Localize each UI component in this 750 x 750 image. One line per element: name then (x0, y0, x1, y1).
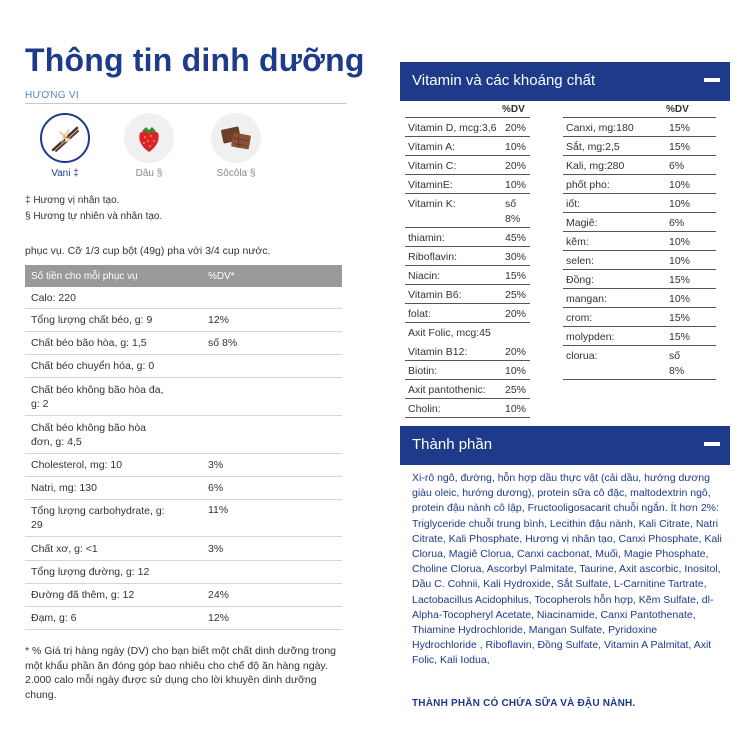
mineral-row (563, 213, 716, 232)
vitamin-dv: 10% (505, 403, 527, 415)
vitamin-name: folat: (408, 308, 431, 320)
nutrient-dv: 6% (208, 482, 224, 494)
vitamin-name: Riboflavin: (408, 251, 458, 263)
vitamin-name: VitaminE: (408, 179, 453, 191)
vitamin-dv: 20% (505, 308, 527, 320)
mineral-row (563, 327, 716, 346)
header-dv: %DV* (208, 270, 235, 282)
flavor-label: HƯƠNG VỊ (25, 90, 79, 101)
mineral-dv: số 8% (669, 350, 685, 377)
vanilla-icon (40, 113, 90, 163)
nutrient-name: Cholesterol, mg: 10 (31, 459, 123, 471)
table-row (25, 416, 342, 454)
vitamin-row (405, 399, 530, 418)
mineral-row (563, 118, 716, 137)
nutrient-name: Chất béo bão hòa, g: 1,5 (31, 337, 147, 349)
strawberry-icon (124, 113, 174, 163)
vitamins-panel-title: Vitamin và các khoáng chất (412, 71, 596, 89)
table-row (25, 355, 342, 378)
flavor-name: Dâu (135, 168, 154, 179)
vitamin-dv: 45% (505, 232, 527, 244)
mineral-name: kẽm: (566, 236, 589, 248)
table-row (25, 500, 342, 537)
vitamin-name: Axit Folic, mcg:45 (408, 327, 491, 339)
nutrient-name: Calo: 220 (31, 291, 76, 304)
table-row (25, 537, 342, 561)
vitamin-name: Vitamin C: (408, 160, 457, 172)
vitamin-name: Niacin: (408, 270, 441, 282)
mineral-row (563, 251, 716, 270)
collapse-icon[interactable] (704, 442, 720, 446)
vitamin-row (405, 194, 530, 228)
vitamin-dv: 10% (505, 365, 527, 377)
vitamin-row (405, 156, 530, 175)
page-title: Thông tin dinh dưỡng (25, 42, 365, 78)
vitamin-dv: 20% (505, 122, 527, 134)
vitamin-row (405, 247, 530, 266)
vitamin-dv: 30% (505, 251, 527, 263)
table-row (25, 287, 342, 309)
mineral-dv: 10% (669, 293, 691, 305)
flavor-vanilla[interactable] (35, 113, 95, 179)
vitamin-row (405, 323, 530, 342)
mineral-name: crom: (566, 312, 593, 324)
nutrient-name: Chất xơ, g: <1 (31, 542, 98, 555)
nutrient-name: Chất béo không bão hòa đơn, g: 4,5 (31, 421, 147, 448)
nutrient-name: Tổng lượng đường, g: 12 (31, 566, 150, 578)
mineral-name: clorua: (566, 350, 598, 362)
vitamin-dv: 20% (505, 346, 527, 358)
mineral-dv: 15% (669, 122, 691, 134)
nutrient-dv: 3% (208, 542, 224, 555)
table-row (25, 607, 342, 630)
mineral-row (563, 194, 716, 213)
vitamin-dv: số 8% (505, 198, 521, 225)
mineral-row (563, 156, 716, 175)
table-row (25, 584, 342, 607)
nutrient-dv: 12% (208, 612, 230, 624)
mineral-dv: 15% (669, 274, 691, 286)
footnote-natural: § Hương tự nhiên và nhân tạo. (25, 211, 163, 222)
vitamin-name: Biotin: (408, 365, 438, 377)
vitamin-dv: 25% (505, 289, 527, 301)
nutrient-name: Chất béo chuyển hóa, g: 0 (31, 360, 155, 372)
mineral-row (563, 270, 716, 289)
flavor-strawberry[interactable] (119, 113, 179, 179)
nutrient-name: Chất béo không bão hòa đa, g: 2 (31, 383, 164, 410)
flavor-mark: ‡ (73, 168, 79, 179)
dv-header: %DV (405, 102, 530, 118)
mineral-dv: 15% (669, 141, 691, 153)
mineral-dv: 10% (669, 179, 691, 191)
mineral-name: Sắt, mg:2,5 (566, 141, 620, 153)
footnote-artificial: ‡ Hương vị nhân tạo. (25, 195, 120, 206)
mineral-dv: 10% (669, 198, 691, 210)
nutrient-dv: 3% (208, 459, 224, 471)
table-row (25, 477, 342, 500)
mineral-row (563, 289, 716, 308)
mineral-dv: 6% (669, 160, 685, 172)
vitamin-name: Vitamin D, mcg:3,6 (408, 122, 497, 134)
vitamin-name: Vitamin B6: (408, 289, 462, 301)
nutrition-table-header (25, 265, 342, 287)
mineral-name: Magiê: (566, 217, 598, 229)
vitamins-panel-header[interactable] (400, 62, 730, 98)
mineral-dv: 15% (669, 312, 691, 324)
mineral-name: molypden: (566, 331, 615, 343)
nutrient-name: Natri, mg: 130 (31, 482, 97, 494)
divider (25, 103, 347, 104)
vitamin-dv: 10% (505, 141, 527, 153)
mineral-row (563, 308, 716, 327)
mineral-name: Kali, mg:280 (566, 160, 625, 172)
vitamin-name: thiamin: (408, 232, 445, 244)
allergy-warning: THÀNH PHẦN CÓ CHỨA SỮA VÀ ĐẬU NÀNH. (412, 698, 636, 709)
mineral-dv: 6% (669, 217, 685, 229)
vitamin-row (405, 361, 530, 380)
nutrient-dv: 12% (208, 314, 230, 326)
ingredients-text: Xi-rô ngô, đường, hỗn hợp dầu thực vật (cải dầu, hướng dương giàu oleic, hướng dương), protein sữa cô đặc, maltodextrin ngô, protein đậu nành cô lập, Fructooligosacarit chuỗi ngắn. Ít hơn 2%: Triglyceride chuỗi trung bình, Lecithin đậu nành, Kali Citrate, Natri Citrate, Kali Phosphate, Hương vị nhân tạo, Canxi Phosphate, Kali Clorua, Magiê Clorua, Canxi cacbonat, Muối, Magie Phosphate, Choline Clorua, Ascorbyl Palmitate, Taurine, Axit ascorbic, Inositol, Dầu C. Cohnii, Kali Hydroxide, Sắt Sulfate, L-Carnitine Tartrate, Lactobacillus Acidophilus, Tocopherols hỗn hợp, Kẽm Sulfate, dl-Alpha-Tocopheryl Acetate, Niacinamide, Canxi Pantothenate, Thiamine Hydrochloride, Mangan Sulfate, Pyridoxine Hydrochloride , Riboflavin, Đồng Sulfate, Vitamin A Palmitat, Axit Folic, Kali Iodua, (412, 472, 722, 667)
vitamin-dv: 20% (505, 160, 527, 172)
divider (400, 462, 730, 465)
minerals-column (563, 102, 716, 380)
vitamin-name: Axit pantothenic: (408, 384, 486, 396)
footnotes (25, 193, 162, 225)
vitamin-name: Vitamin K: (408, 198, 456, 210)
vitamin-row (405, 342, 530, 361)
mineral-row (563, 232, 716, 251)
table-row (25, 332, 342, 355)
nutrient-name: Đạm, g: 6 (31, 612, 77, 624)
mineral-name: phốt pho: (566, 179, 610, 191)
vitamin-dv: 25% (505, 384, 527, 396)
table-row (25, 561, 342, 584)
vitamin-row (405, 175, 530, 194)
mineral-dv: 10% (669, 255, 691, 267)
vitamin-row (405, 304, 530, 323)
vitamin-name: Vitamin B12: (408, 346, 468, 358)
mineral-name: Đồng: (566, 274, 595, 286)
daily-value-note: * % Giá trị hàng ngày (DV) cho bạn biết một chất dinh dưỡng trong một khẩu phần ăn đóng góp bao nhiêu cho chế độ ăn hàng ngày. 2.000 calo mỗi ngày được sử dụng cho lời khuyên dinh dưỡng chung. (25, 645, 337, 701)
nutrient-dv: 24% (208, 589, 230, 601)
serving-size: phục vụ. Cỡ 1/3 cup bột (49g) pha với 3/4 cup nước. (25, 245, 271, 257)
mineral-name: iốt: (566, 198, 581, 210)
mineral-name: Canxi, mg:180 (566, 122, 634, 134)
mineral-row (563, 137, 716, 156)
mineral-name: selen: (566, 255, 595, 267)
flavor-name: Sôcôla (216, 168, 248, 179)
dv-header: %DV (563, 102, 716, 118)
vitamin-row (405, 228, 530, 247)
divider (400, 98, 730, 101)
table-row (25, 454, 342, 477)
ingredients-panel-title: Thành phần (412, 435, 493, 453)
flavor-mark: § (156, 168, 163, 179)
vitamin-row (405, 285, 530, 304)
table-row (25, 309, 342, 332)
flavor-mark: § (249, 168, 256, 179)
flavor-name: Vani (51, 168, 71, 179)
vitamin-row (405, 137, 530, 156)
mineral-row (563, 175, 716, 194)
chocolate-icon (211, 113, 261, 163)
nutrient-name: Tổng lượng carbohydrate, g: 29 (31, 505, 165, 531)
header-amount: Số tiền cho mỗi phục vụ (31, 270, 138, 282)
vitamin-row (405, 380, 530, 399)
nutrient-dv: 11% (208, 504, 229, 516)
vitamin-dv: 15% (505, 270, 527, 282)
nutrition-table (25, 265, 342, 630)
ingredients-panel-header[interactable] (400, 426, 730, 462)
vitamins-column (405, 102, 530, 418)
table-row (25, 378, 342, 416)
vitamin-row (405, 266, 530, 285)
vitamin-dv: 10% (505, 179, 527, 191)
mineral-dv: 15% (669, 331, 691, 343)
mineral-dv: 10% (669, 236, 691, 248)
nutrient-name: Tổng lượng chất béo, g: 9 (31, 314, 153, 326)
mineral-name: mangan: (566, 293, 607, 305)
mineral-row (563, 346, 716, 380)
vitamin-name: Vitamin A: (408, 141, 456, 153)
vitamin-name: Cholin: (408, 403, 441, 415)
nutrient-name: Đường đã thêm, g: 12 (31, 589, 135, 601)
flavor-chocolate[interactable] (206, 113, 266, 179)
vitamin-row (405, 118, 530, 137)
nutrient-dv: số 8% (208, 337, 238, 349)
collapse-icon[interactable] (704, 78, 720, 82)
